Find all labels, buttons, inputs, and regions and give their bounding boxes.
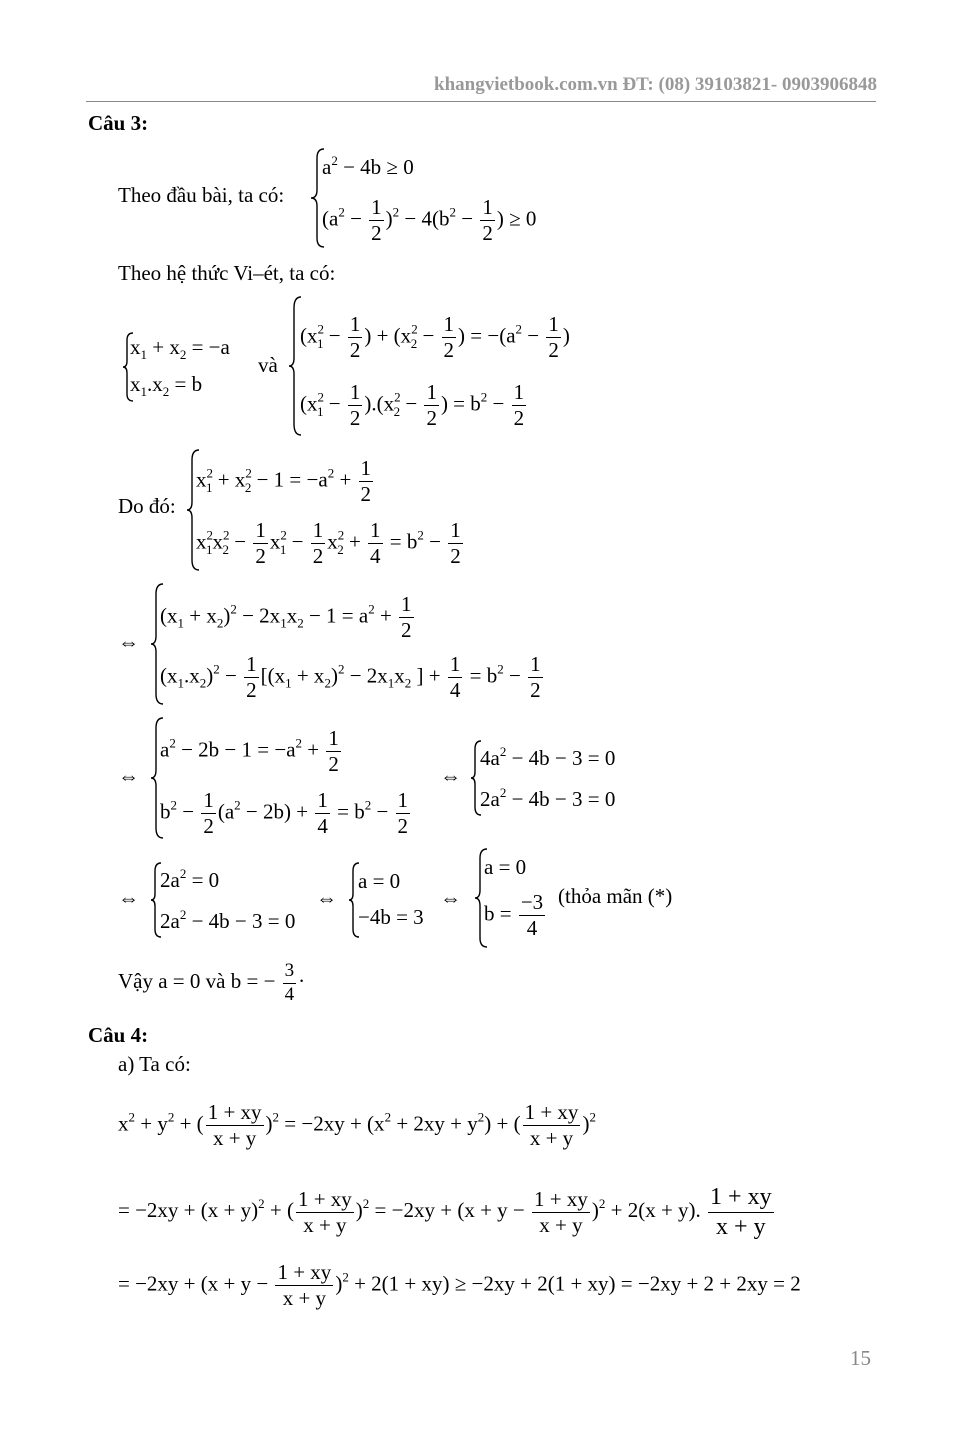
- page-header: khangvietbook.com.vn ĐT: (08) 39103821- 0903906848: [434, 74, 877, 95]
- equiv-arrow: ⇔: [118, 886, 139, 910]
- va-word: và: [258, 353, 278, 377]
- p1-lead: Theo đầu bài, ta có:: [118, 183, 285, 207]
- equiv-arrow: ⇔: [440, 764, 461, 788]
- equiv-arrow: ⇔: [118, 630, 139, 654]
- eq1-line2: $(x_1.x_2)^2$ − $\frac{1}{2}$ [$(x_1 + x_2)^2 - 2x_1x_2$ ] + $\frac{1}{4}$ = $b^2$ − $\frac{1}{2}$: [160, 652, 541, 703]
- dodo-line2: $x^2_1x^2_2$ − $\frac{1}{2}$ $x^2_1$ − $\frac{1}{2}$ $x^2_2$ + $\frac{1}{4}$ = $b^2$ − $\frac{1}{2}$: [196, 518, 461, 569]
- equiv-arrow: ⇔: [440, 886, 461, 910]
- eq2-line2: $b^2$ − $\frac{1}{2}$ $(a^2 - 2b)$ + $\frac{1}{4}$ = $b^2$ − $\frac{1}{2}$: [160, 788, 409, 839]
- dodo-lead: Do đó:: [118, 494, 176, 518]
- cau4-line1: $x^2 + y^2$ + ( $\frac{1 + xy}{x + y}$ )$^2 = -2xy + (x^2 + 2xy + y^2)$ + ( $\frac{1 + xy}{x + y}$ )$^2$: [118, 1100, 596, 1151]
- eq2-right-line1: $4a^2 - 4b - 3 = 0$: [480, 744, 616, 770]
- viet-line2: $x_1.x_2 = b$: [130, 372, 203, 399]
- cau4-heading: Câu 4:: [88, 1023, 149, 1047]
- eq3-line1: $2a^2 = 0$: [160, 866, 220, 892]
- equiv-arrow: ⇔: [118, 764, 139, 788]
- thoaman-note: (thỏa mãn (*): [558, 884, 673, 908]
- eq2-line1: $a^2 - 2b - 1 = -a^2$ + $\frac{1}{2}$: [160, 726, 339, 777]
- conclusion: Vậy a = 0 và b = − $\frac{3}{4}$ ·: [118, 960, 306, 1005]
- p1-line1: $a^2 - 4b \ge 0$: [322, 153, 414, 179]
- page-number: 15: [850, 1346, 871, 1370]
- cau4-a-lead: a) Ta có:: [118, 1052, 191, 1076]
- viet-right-line2: ($x^2_1$ − $\frac{1}{2}$ )$.(x^2_2$ − $\frac{1}{2}$ ) = $b^2$ − $\frac{1}{2}$: [300, 380, 525, 431]
- eq3-right-line1: a = 0: [484, 855, 527, 879]
- cau4-line2: = $-2xy + (x + y)^2$ + ( $\frac{1 + xy}{x + y}$ )$^2$ = −2xy + (x + y − $\frac{1 + xy}{x + y}$ )$^2$ + 2(x + y). $\frac{1 + xy}{x + y}$: [118, 1184, 772, 1240]
- p1-line2: ($a^2$ − $\frac{1}{2}$ )$^2 - 4(b^2$ − $\frac{1}{2}$ ) ≥ 0: [322, 195, 537, 246]
- eq3-right-line2: b = $\frac{-3}{4}$: [484, 890, 544, 941]
- eq3-mid-line1: a = 0: [358, 869, 401, 893]
- dodo-line1: $x^2_1 + x^2_2 - 1 = -a^2$ + $\frac{1}{2}$: [196, 456, 372, 507]
- cau4-line3: = −2xy + (x + y − $\frac{1 + xy}{x + y}$ )$^2$ + 2(1 + xy) ≥ −2xy + 2(1 + xy) = −2xy + 2 + 2xy = 2: [118, 1260, 801, 1311]
- eq1-line1: $(x_1 + x_2)^2 - 2x_1x_2 - 1 = a^2$ + $\frac{1}{2}$: [160, 592, 412, 643]
- eq3-line2: $2a^2 - 4b - 3 = 0$: [160, 907, 296, 933]
- eq2-right-line2: $2a^2 - 4b - 3 = 0$: [480, 785, 616, 811]
- header-rule: [86, 101, 876, 102]
- equiv-arrow: ⇔: [316, 886, 337, 910]
- eq3-mid-line2: −4b = 3: [358, 905, 424, 929]
- viet-right-line1: ($x^2_1$ − $\frac{1}{2}$ ) + ($x^2_2$ − $\frac{1}{2}$ ) = $-(a^2$ − $\frac{1}{2}$ ): [300, 312, 570, 363]
- viet-line1: $x_1 + x_2 = -a$: [130, 335, 230, 362]
- cau3-heading: Câu 3:: [88, 111, 149, 135]
- viet-lead: Theo hệ thức Vi–ét, ta có:: [118, 261, 336, 285]
